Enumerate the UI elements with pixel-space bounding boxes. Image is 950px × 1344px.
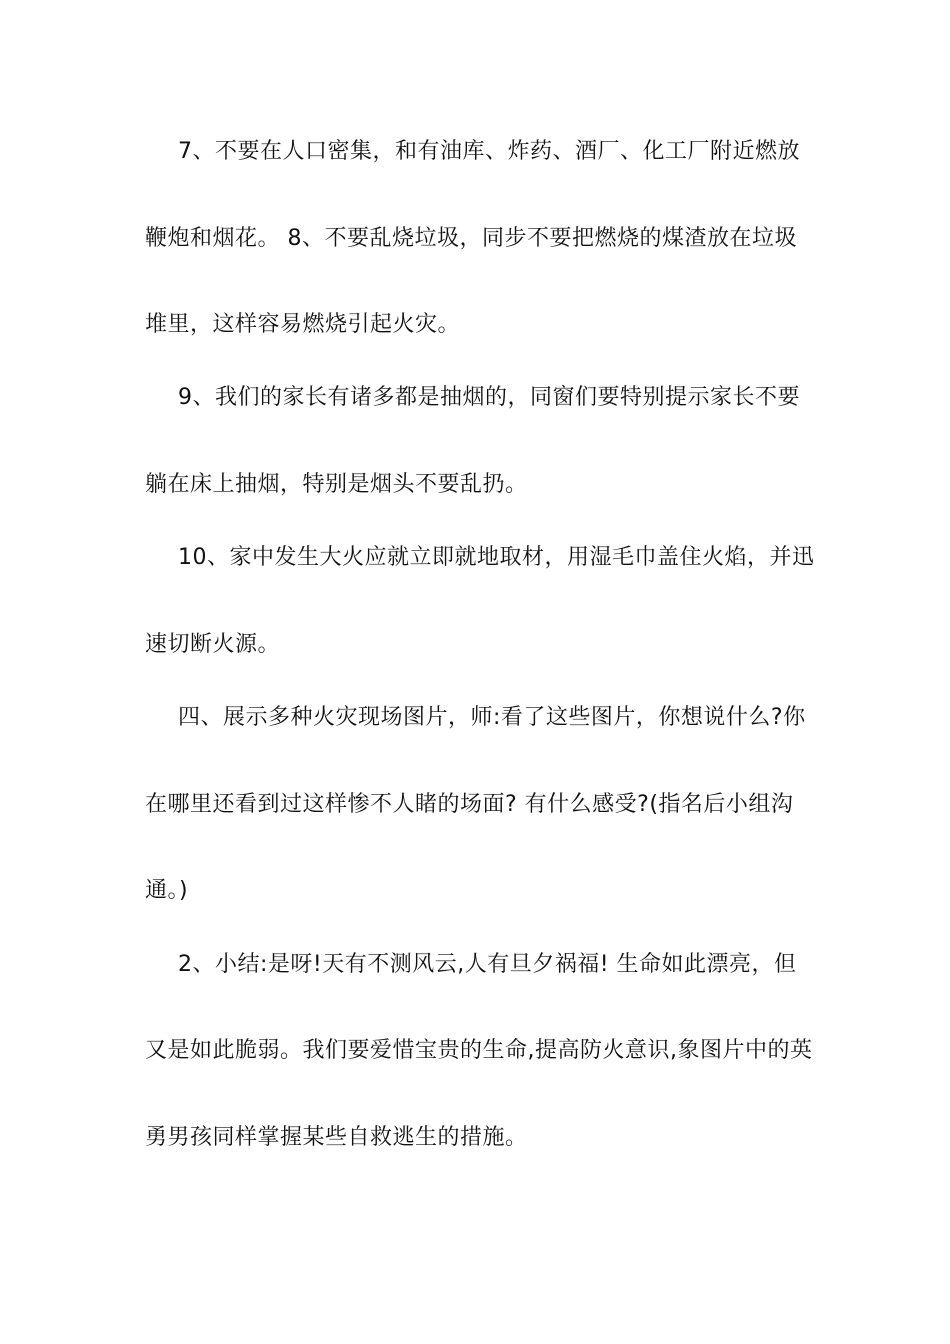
text-line: 躺在床上抽烟，特别是烟头不要乱扔。	[145, 472, 528, 497]
text-line: 9、我们的家长有诸多都是抽烟的，同窗们要特别提示家长不要	[178, 385, 800, 410]
text-line: 7、不要在人口密集，和有油库、炸药、酒厂、化工厂附近燃放	[178, 139, 800, 164]
text-line: 又是如此脆弱。我们要爱惜宝贵的生命,提高防火意识,象图片中的英	[145, 1038, 813, 1063]
text-line: 鞭炮和烟花。 8、不要乱烧垃圾，同步不要把燃烧的煤渣放在垃圾	[145, 226, 797, 251]
text-line: 四、展示多种火灾现场图片，师:看了这些图片，你想说什么?你	[178, 705, 806, 730]
text-line: 堆里，这样容易燃烧引起火灾。	[145, 312, 461, 337]
text-line: 速切断火源。	[145, 632, 281, 657]
text-line: 勇男孩同样掌握某些自救逃生的措施。	[145, 1125, 528, 1150]
text-line: 10、家中发生大火应就立即就地取材，用湿毛巾盖住火焰，并迅	[178, 545, 815, 570]
text-line: 在哪里还看到过这样惨不人睹的场面? 有什么感受?(指名后小组沟	[145, 792, 794, 817]
text-line: 通。)	[145, 878, 189, 903]
text-line: 2、小结:是呀!天有不测风云,人有旦夕祸福! 生命如此漂亮，但	[178, 952, 797, 977]
